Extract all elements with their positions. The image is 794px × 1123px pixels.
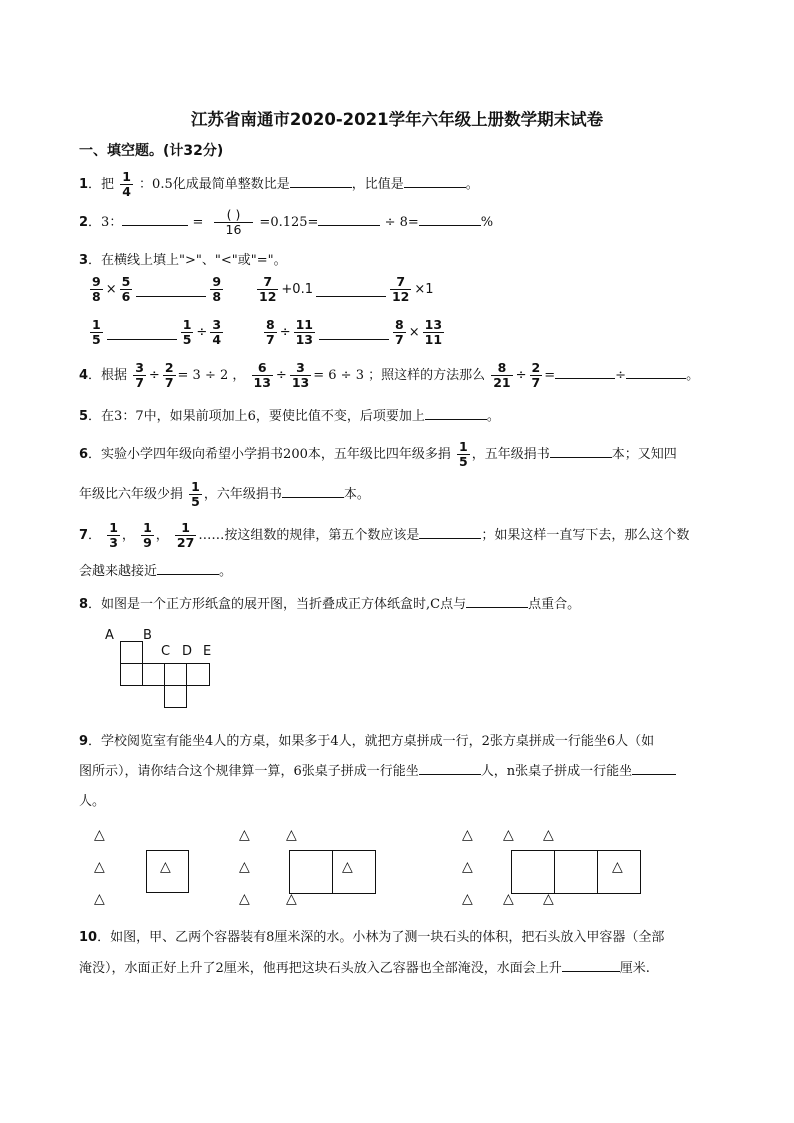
operator: ÷: [148, 368, 160, 383]
numerator: 1: [191, 479, 200, 494]
question-2: [79, 208, 493, 237]
square-table: [146, 850, 189, 893]
seat-marker: △: [160, 859, 171, 875]
denominator: 4: [122, 184, 131, 199]
seat-marker: △: [286, 891, 297, 907]
question-10-line2: [79, 957, 650, 976]
seat-marker: △: [543, 891, 554, 907]
compare-blank[interactable]: [107, 339, 177, 340]
operator: ×: [408, 325, 420, 340]
seat-marker: △: [462, 827, 473, 843]
question-7-line2: [79, 560, 232, 579]
numerator: 9: [92, 274, 101, 289]
fraction: [264, 318, 277, 347]
fraction: [120, 170, 133, 199]
numerator: 5: [121, 274, 131, 289]
answer-blank[interactable]: [122, 213, 188, 226]
answer-blank[interactable]: [550, 445, 612, 458]
fraction: [210, 275, 223, 304]
cube-net-figure: [103, 626, 218, 708]
fraction: [457, 440, 470, 469]
question-number: 8: [79, 597, 89, 612]
q7-line2b: 。: [219, 564, 233, 579]
q9-line1: ．学校阅览室有能坐4人的方桌，如果多于4人，就把方桌拼成一行，2张方桌拼成一行能坐6人（如: [88, 734, 655, 749]
answer-blank[interactable]: [626, 366, 686, 379]
denominator: 13: [291, 375, 310, 390]
question-number: 9: [79, 734, 89, 749]
seat-marker: △: [94, 859, 105, 875]
compare-blank[interactable]: [136, 296, 206, 297]
fraction: [90, 318, 103, 347]
q8-post: 点重合。: [528, 597, 581, 612]
numerator: 1: [143, 520, 152, 535]
net-label-c: C: [161, 644, 171, 659]
seat-marker: △: [462, 891, 473, 907]
fraction: [214, 208, 254, 237]
numerator: 1: [181, 520, 190, 535]
seat-marker: △: [239, 827, 250, 843]
numerator: 8: [395, 317, 404, 332]
operator: ÷: [196, 325, 208, 340]
denominator: 5: [191, 494, 200, 509]
fraction: [90, 275, 103, 304]
q2-mid: =0.125=: [259, 215, 319, 230]
question-6-line2: [79, 480, 370, 509]
q5-post: 。: [486, 409, 500, 424]
q7-line2a: 会越来越接近: [79, 564, 158, 579]
numerator: 1: [92, 317, 101, 332]
answer-blank[interactable]: [419, 213, 481, 226]
q2-eq: =: [192, 215, 204, 230]
fraction: [390, 275, 411, 304]
q6-text1: ．实验小学四年级向希望小学捐书200本，五年级比四年级多捐: [88, 447, 451, 462]
seat-marker: △: [239, 859, 250, 875]
square-table: [597, 850, 641, 894]
q9-line2b: 人，n张桌子拼成一行能坐: [480, 764, 633, 779]
q6-line2a: 年级比六年级少捐: [79, 487, 184, 502]
question-number: 2: [79, 215, 89, 230]
compare-row-1b: [255, 275, 435, 304]
square-table: [332, 850, 376, 894]
net-square: [186, 663, 210, 686]
fraction: [257, 275, 278, 304]
comma: ，: [155, 528, 169, 543]
answer-blank[interactable]: [290, 175, 352, 188]
numerator: 13: [424, 317, 443, 332]
denominator: 27: [176, 535, 195, 550]
fraction: [189, 480, 202, 509]
denominator: 13: [295, 332, 314, 347]
q1-pre: ．把: [88, 177, 115, 192]
compare-row-1a: [88, 275, 225, 304]
numerator: 9: [212, 274, 222, 289]
question-number: 10: [79, 930, 98, 945]
answer-blank[interactable]: [404, 175, 466, 188]
seat-marker: △: [286, 827, 297, 843]
compare-row-2b: [262, 318, 446, 347]
page-title: 江苏省南通市2020-2021学年六年级上册数学期末试卷: [190, 110, 604, 129]
operator: ÷: [279, 325, 291, 340]
answer-blank[interactable]: [282, 485, 344, 498]
numerator: 1: [459, 439, 468, 454]
question-number: 1: [79, 177, 89, 192]
answer-blank[interactable]: [318, 213, 380, 226]
numerator: 1: [109, 520, 118, 535]
denominator: 5: [182, 332, 192, 347]
operator: ÷: [515, 368, 527, 383]
operator: +0.1: [281, 282, 313, 297]
comma: ，: [121, 528, 135, 543]
q10-line1: ．如图，甲、乙两个容器装有8厘米深的水。小林为了测一块石头的体积，把石头放入甲容器（全部: [97, 930, 665, 945]
numerator: 11: [295, 317, 314, 332]
question-9-line3: [79, 790, 105, 809]
numerator: 3: [135, 360, 144, 375]
q4-eq: = 3 ÷ 2 ，: [177, 368, 246, 383]
question-6: [79, 440, 677, 469]
q4-pre: ．根据: [88, 368, 128, 383]
numerator: 8: [266, 317, 275, 332]
question-9: [79, 730, 654, 749]
numerator: 2: [164, 360, 174, 375]
fraction: [120, 275, 133, 304]
fraction: [290, 361, 311, 390]
section-heading: 一、填空题。(计32分): [79, 143, 224, 159]
q7-dot: ．: [88, 528, 102, 543]
q3-text: ．在横线上填上">"、"<"或"="。: [88, 253, 287, 268]
denominator: 9: [143, 535, 152, 550]
q1-mid2: ，比值是: [351, 177, 404, 192]
denominator: 4: [212, 332, 222, 347]
compare-blank[interactable]: [316, 296, 386, 297]
answer-blank[interactable]: [157, 562, 219, 575]
denominator: 12: [391, 289, 410, 304]
seat-marker: △: [612, 859, 623, 875]
question-4: [79, 361, 699, 390]
numerator: 3: [296, 360, 305, 375]
answer-blank[interactable]: [466, 595, 528, 608]
denominator: 13: [253, 375, 271, 390]
numerator: 2: [531, 360, 541, 375]
fraction: [491, 361, 512, 390]
net-square: [120, 663, 143, 686]
question-5: [79, 405, 500, 424]
denominator: 5: [92, 332, 101, 347]
q6-text3: 本；又知四: [611, 447, 677, 462]
question-number: 3: [79, 253, 89, 268]
operator: ÷: [275, 368, 287, 383]
compare-blank[interactable]: [319, 339, 389, 340]
numerator: ( ): [226, 207, 241, 222]
seat-marker: △: [503, 891, 514, 907]
denominator: 7: [135, 375, 144, 390]
question-9-line2: [79, 760, 676, 779]
fraction: [181, 318, 194, 347]
q10-line2b: 厘米.: [619, 961, 650, 976]
q10-line2a: 淹没），水面正好上升了2厘米，他再把这块石头放入乙容器也全部淹没，水面会上升: [79, 961, 562, 976]
denominator: 5: [459, 454, 468, 469]
denominator: 7: [164, 375, 174, 390]
denominator: 7: [531, 375, 541, 390]
fraction: [133, 361, 146, 390]
answer-blank[interactable]: [419, 762, 481, 775]
seat-marker: △: [239, 891, 250, 907]
numerator: 8: [497, 360, 507, 375]
denominator: 7: [395, 332, 404, 347]
denominator: 16: [214, 222, 254, 237]
operator: ×: [105, 282, 117, 297]
q5-text: ．在3：7中，如果前项加上6，要使比值不变，后项要加上: [88, 409, 425, 424]
answer-blank[interactable]: [562, 959, 620, 972]
q8-text: ．如图是一个正方形纸盒的展开图，当折叠成正方体纸盒时,C点与: [88, 597, 467, 612]
fraction: [210, 318, 223, 347]
numerator: 1: [122, 169, 131, 184]
denominator: 8: [92, 289, 101, 304]
fraction: [530, 361, 543, 390]
fraction: [163, 361, 176, 390]
seat-marker: △: [503, 827, 514, 843]
net-label-a: A: [105, 628, 114, 643]
q7-text2: ；如果这样一直写下去，那么这个数: [481, 528, 690, 543]
denominator: 21: [493, 375, 511, 390]
net-square: [164, 663, 187, 686]
seat-marker: △: [543, 827, 554, 843]
q4-post: 。: [686, 368, 700, 383]
seat-marker: △: [94, 827, 105, 843]
question-number: 5: [79, 409, 89, 424]
seat-marker: △: [342, 859, 353, 875]
q1-post: 。: [465, 177, 479, 192]
seat-marker: △: [94, 891, 105, 907]
fraction: [252, 361, 273, 390]
q4-eq2: = 6 ÷ 3 ；照这样的方法那么: [313, 368, 486, 383]
numerator: 7: [396, 274, 406, 289]
denominator: 7: [266, 332, 275, 347]
fraction: [393, 318, 406, 347]
q1-mid: ：0.5化成最简单整数比是: [139, 177, 290, 192]
q2-div: ÷ 8=: [384, 215, 419, 230]
answer-blank[interactable]: [632, 762, 676, 775]
numerator: 7: [263, 274, 273, 289]
question-number: 6: [79, 447, 89, 462]
question-3: [79, 249, 287, 268]
answer-blank[interactable]: [425, 407, 487, 420]
numerator: 1: [182, 317, 192, 332]
square-table: [554, 850, 598, 894]
question-10: [79, 926, 664, 945]
q9-line2a: 图所示），请你结合这个规律算一算，6张桌子拼成一行能坐: [79, 764, 419, 779]
denominator: 11: [424, 332, 443, 347]
numerator: 3: [212, 317, 222, 332]
net-square: [142, 663, 165, 686]
denominator: 12: [259, 289, 277, 304]
fraction: [175, 521, 196, 550]
net-label-e: E: [203, 644, 212, 659]
square-table: [511, 850, 555, 894]
operator: ×1: [414, 282, 434, 297]
question-1: [79, 170, 479, 199]
net-square: [164, 685, 187, 708]
answer-blank[interactable]: [419, 526, 481, 539]
net-label-d: D: [182, 644, 193, 659]
q2-pre: ．3：: [88, 215, 123, 230]
question-8: [79, 593, 580, 612]
square-table: [289, 850, 333, 894]
fraction: [294, 318, 315, 347]
q9-line3: 人。: [79, 794, 106, 809]
fraction: [423, 318, 444, 347]
fraction: [141, 521, 154, 550]
q6-line2c: 本。: [343, 487, 370, 502]
q6-line2b: ，六年级捐书: [203, 487, 282, 502]
denominator: 3: [109, 535, 118, 550]
q7-text1: ……按这组数的规律，第五个数应该是: [198, 528, 420, 543]
seat-marker: △: [462, 859, 473, 875]
denominator: 8: [212, 289, 222, 304]
question-7: [79, 521, 689, 550]
question-number: 7: [79, 528, 89, 543]
denominator: 6: [121, 289, 131, 304]
q2-post: %: [480, 215, 494, 230]
q4-div: ÷: [615, 368, 627, 383]
answer-blank[interactable]: [555, 366, 615, 379]
q6-text2: ，五年级捐书: [471, 447, 550, 462]
q4-eq3: =: [544, 368, 556, 383]
numerator: 6: [257, 360, 267, 375]
net-label-b: B: [143, 628, 152, 643]
net-square: [120, 641, 143, 664]
question-number: 4: [79, 368, 89, 383]
fraction: [107, 521, 120, 550]
compare-row-2a: [88, 318, 225, 347]
